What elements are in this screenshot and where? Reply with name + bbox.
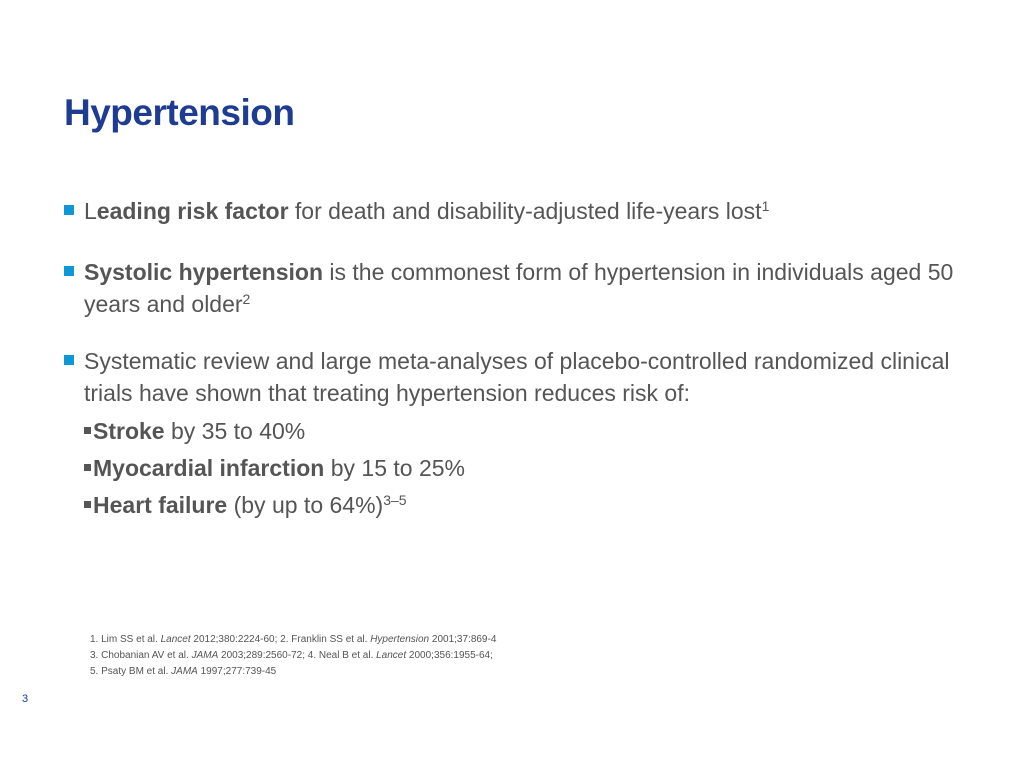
sub-bullet-text: by 15 to 25% bbox=[324, 455, 465, 481]
journal-name: Hypertension bbox=[370, 634, 430, 645]
bullet-square-icon bbox=[64, 266, 74, 276]
journal-name: JAMA bbox=[171, 666, 198, 677]
sub-bullet-square-icon bbox=[84, 501, 91, 508]
bullet-systematic-review bbox=[64, 345, 984, 409]
reference-text: 2000;356:1955-64; bbox=[406, 650, 493, 661]
reference-text: 3. Chobanian AV et al. bbox=[90, 650, 192, 661]
journal-name: Lancet bbox=[376, 650, 407, 661]
citation-superscript: 1 bbox=[761, 198, 770, 214]
bullet-bold-text: Systolic hypertension bbox=[84, 259, 324, 285]
bullet-list bbox=[64, 195, 984, 524]
sub-bullet-bold-text: Stroke bbox=[93, 418, 165, 444]
reference-text: 2012;380:2224-60; 2. Franklin SS et al. bbox=[190, 634, 371, 645]
reference-text: 2003;289:2560-72; 4. Neal B et al. bbox=[218, 650, 377, 661]
sub-bullet-heart-failure bbox=[84, 487, 984, 524]
journal-name: Lancet bbox=[160, 634, 191, 645]
sub-bullet-list bbox=[64, 413, 984, 524]
bullet-first-letter: L bbox=[84, 198, 97, 224]
reference-line-2 bbox=[90, 648, 496, 664]
sub-bullet-square-icon bbox=[84, 427, 91, 434]
sub-bullet-stroke bbox=[84, 413, 984, 450]
reference-line-1 bbox=[90, 632, 496, 648]
reference-text: 1997;277:739-45 bbox=[197, 666, 277, 677]
sub-bullet-square-icon bbox=[84, 464, 91, 471]
references bbox=[90, 632, 496, 680]
reference-line-3 bbox=[90, 664, 496, 680]
sub-bullet-bold-text: Myocardial infarction bbox=[93, 455, 325, 481]
reference-text: 5. Psaty BM et al. bbox=[90, 666, 172, 677]
bullet-text: is the commonest form of hypertension in individuals aged 50 years and older bbox=[84, 259, 954, 317]
bullet-text: for death and disability-adjusted life-years lost bbox=[288, 198, 762, 224]
sub-bullet-myocardial-infarction bbox=[84, 450, 984, 487]
sub-bullet-text: by 35 to 40% bbox=[164, 418, 306, 444]
bullet-square-icon bbox=[64, 205, 74, 215]
bullet-systolic-hypertension bbox=[64, 256, 984, 320]
sub-bullet-bold-text: Heart failure bbox=[93, 492, 228, 518]
sub-bullet-text: (by up to 64%) bbox=[227, 492, 384, 518]
citation-superscript: 2 bbox=[242, 291, 251, 307]
reference-text: 1. Lim SS et al. bbox=[90, 634, 161, 645]
journal-name: JAMA bbox=[191, 650, 219, 661]
page-number: 3 bbox=[22, 693, 29, 705]
bullet-square-icon bbox=[64, 355, 74, 365]
bullet-leading-risk-factor bbox=[64, 195, 984, 227]
reference-text: 2001;37:869-4 bbox=[429, 634, 497, 645]
slide-title: Hypertension bbox=[64, 92, 295, 133]
bullet-text: Systematic review and large meta-analyses of placebo-controlled randomized clinical trials have shown that treating hypertension reduces risk of: bbox=[84, 348, 950, 406]
citation-superscript: 3–5 bbox=[383, 492, 407, 508]
bullet-bold-text: eading risk factor bbox=[96, 198, 289, 224]
